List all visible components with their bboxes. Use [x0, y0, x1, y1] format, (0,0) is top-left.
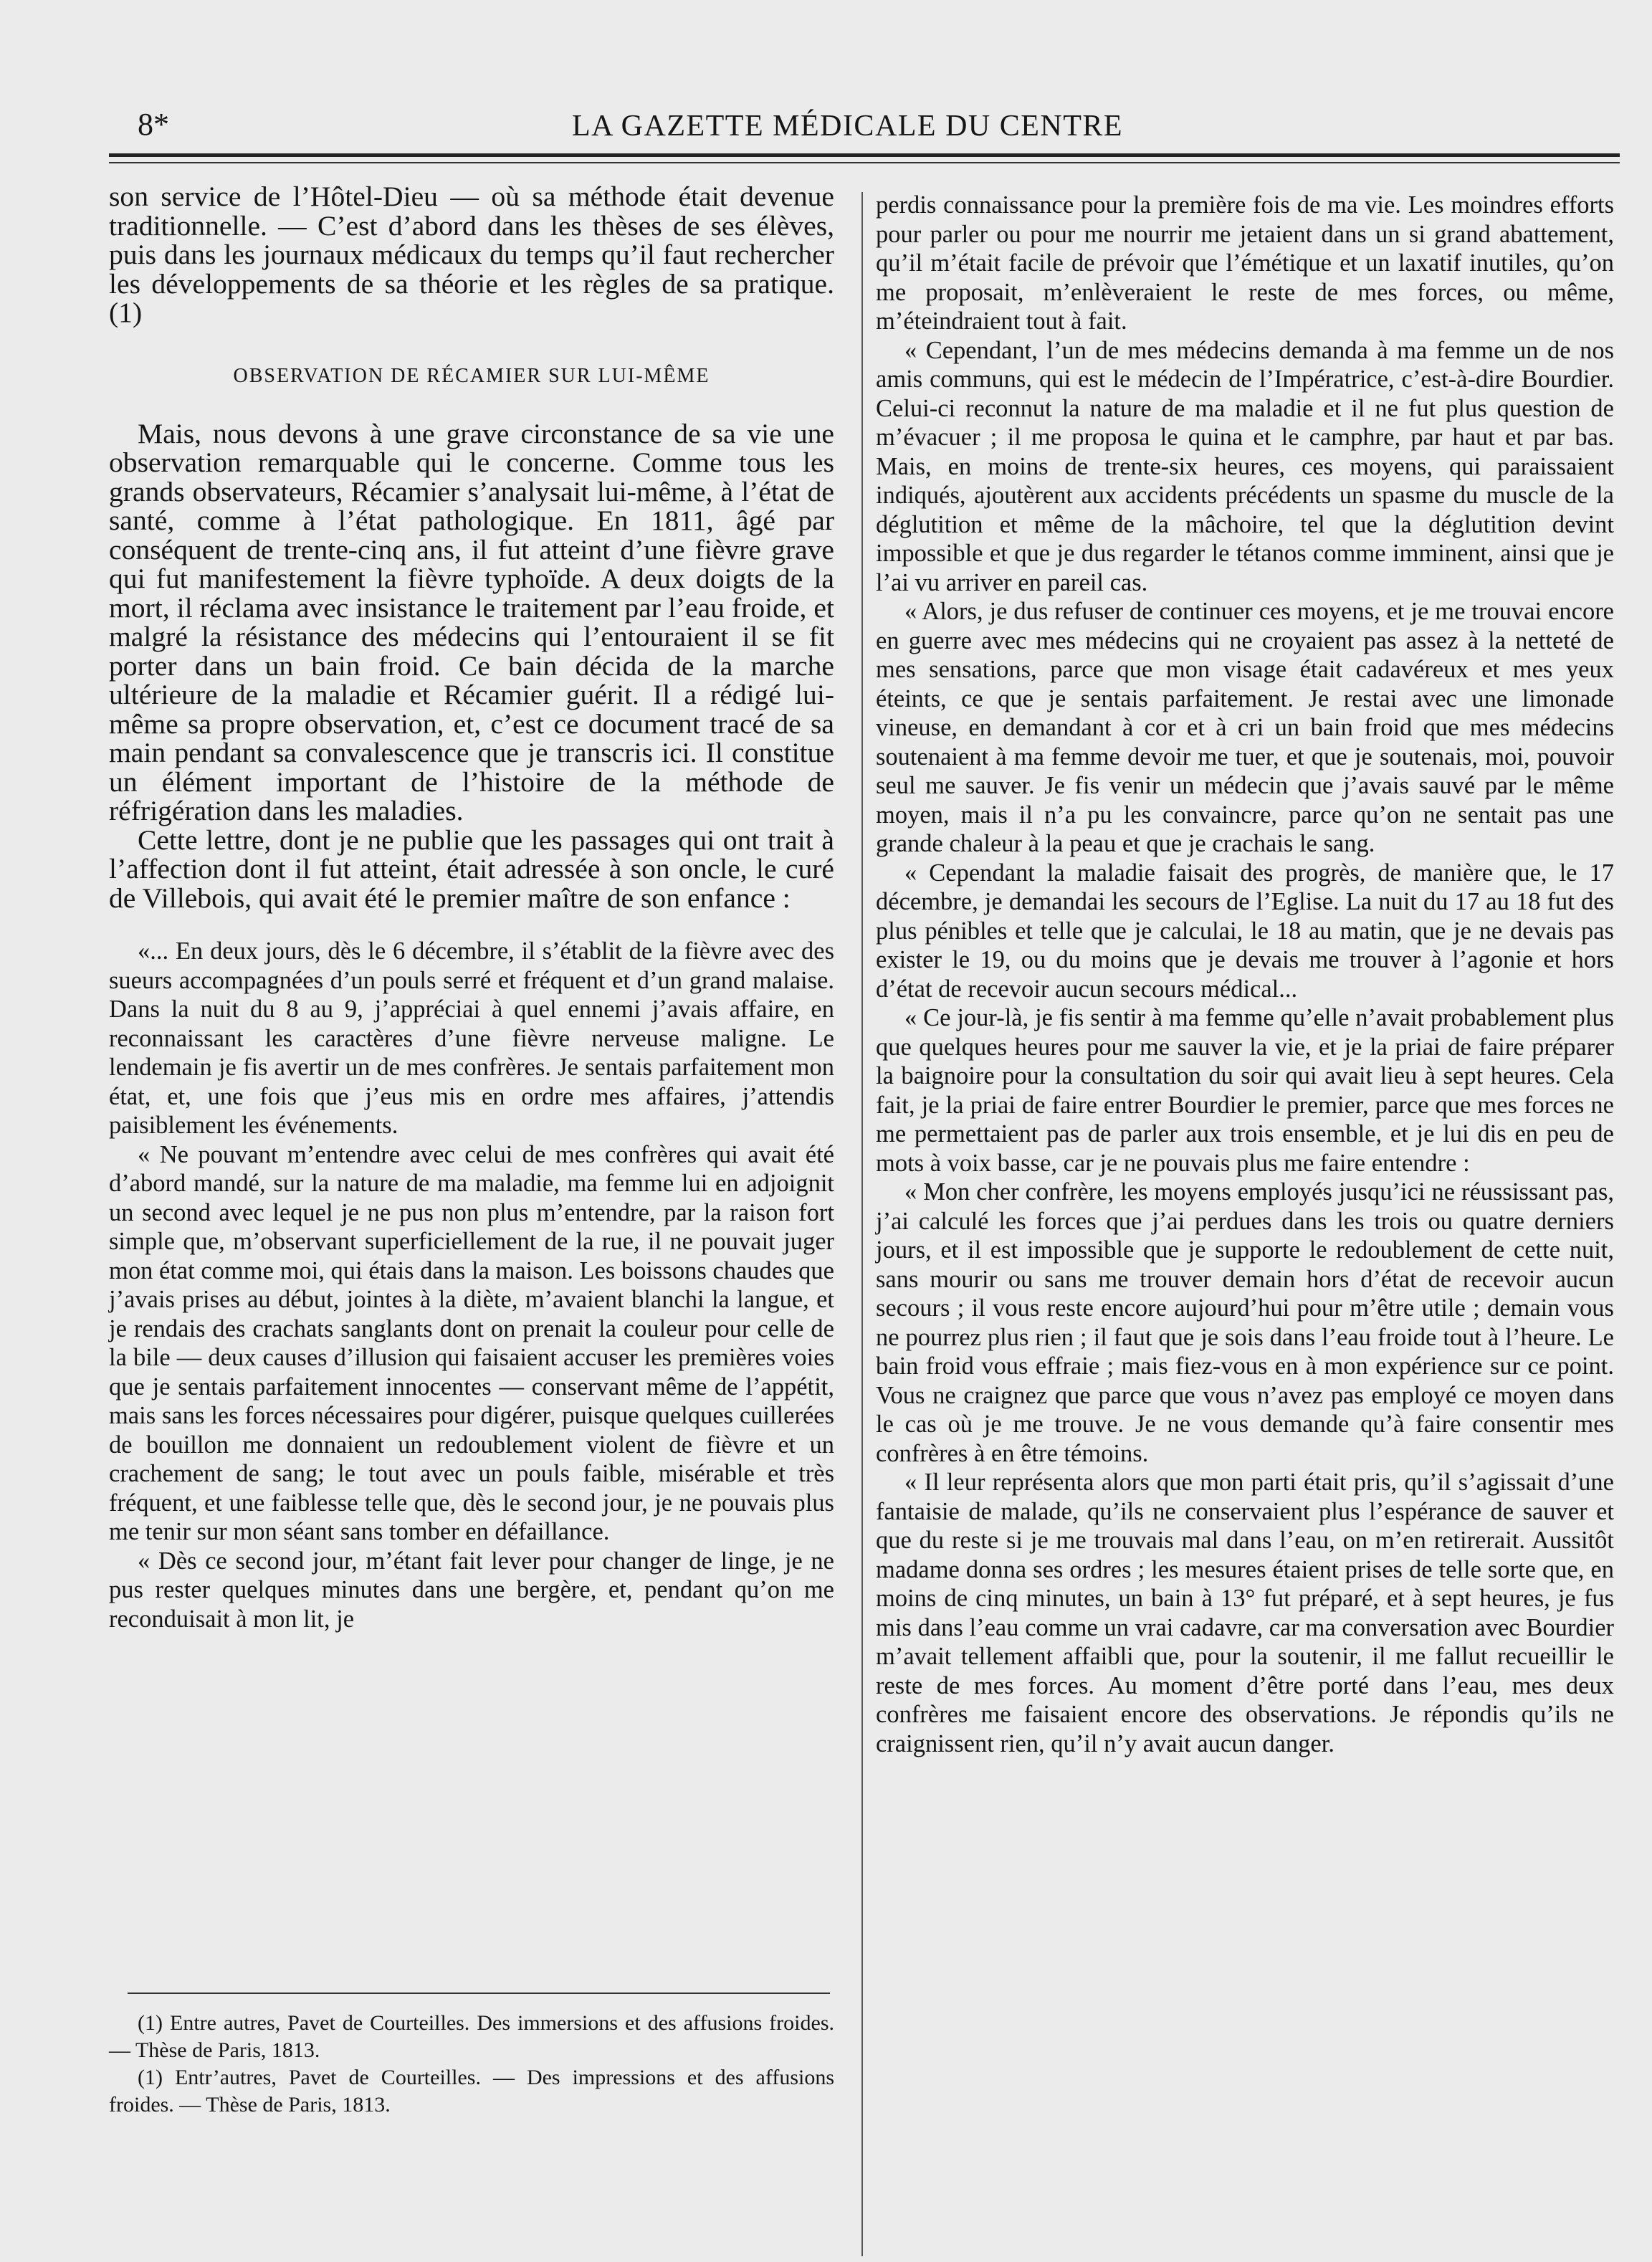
page-header [108, 106, 1620, 149]
page-number: 8* [138, 107, 169, 142]
running-title: LA GAZETTE MÉDICALE DU CENTRE [572, 110, 1124, 143]
paragraph-2: Cette lettre, dont je ne publie que les passages qui ont trait à l’affection dont il fut atteint, était adressée à son oncle, le curé de Villebois, qui avait été le premier maître de son enfance : [109, 824, 834, 914]
quote-paragraph-2: « Ne pouvant m’entendre avec celui de mes confrères qui avait été d’abord mandé, sur la nature de ma maladie, ma femme lui en adjoignit un second avec lequel je ne pus non plus m’entendre, par la raison fort simple que, m’observant superficiellement de la rue, il ne pouvait juger mon état comme moi, qui étais dans la maison. Les boissons chaudes que j’avais prises au début, jointes à la diète, m’avaient blanchi la langue, et je rendais des crachats sanglants dont on prenait la couleur pour celle de la bile — deux causes d’illusion qui faisaient accuser les premières voies que je sentais parfaitement innocentes — conservant même de l’appétit, mais sans les forces nécessaires pour digérer, puisque quelques cuillerées de bouillon me donnaient un redoublement violent de fièvre et un crachement de sang; le tout avec un pouls faible, misérable et très fréquent, et une faiblesse telle que, dès le second jour, je ne pouvais plus me tenir sur mon séant sans tomber en défaillance. [109, 1140, 834, 1545]
header-rule-thin [109, 162, 1620, 163]
right-column [876, 191, 1614, 1758]
footnote-1: (1) Entre autres, Pavet de Courteilles. Des immersions et des affusions froides. — Thèse de Paris, 1813. [109, 2011, 834, 2062]
footnotes [109, 2010, 834, 2119]
intro-paragraph: son service de l’Hôtel-Dieu — où sa méthode était devenue traditionnelle. — C’est d’abord dans les thèses de ses élèves, puis dans les journaux médicaux du temps qu’il faut rechercher les développements de sa théorie et les règles de sa pratique. (1) [109, 181, 834, 328]
footnote-2: (1) Entr’autres, Pavet de Courteilles. — Des impressions et des affusions froides. — Thèse de Paris, 1813. [109, 2066, 834, 2117]
quote-paragraph-8: « Ce jour-là, je fis sentir à ma femme qu’elle n’avait probablement plus que quelques heures pour me sauver la vie, et je la priai de faire préparer la baignoire pour la consultation du soir qui avait lieu à sept heures. Cela fait, je la priai de faire entrer Bourdier le premier, parce que mes forces ne me permettaient pas de parler aux trois ensemble, et je lui dis en peu de mots à voix basse, car je ne pouvais plus me faire entendre : [876, 1004, 1614, 1177]
paragraph-1: Mais, nous devons à une grave circonstance de sa vie une observation remarquable qui le concerne. Comme tous les grands observateurs, Récamier s’analysait lui-même, à l’état de santé, comme à l’état pathologique. En 1811, âgé par conséquent de trente-cinq ans, il fut atteint d’une fièvre grave qui fut manifestement la fièvre typhoïde. A deux doigts de la mort, il réclama avec insistance le traitement par l’eau froide, et malgré la résistance des médecins qui l’entouraient il se fit porter dans un bain froid. Ce bain décida de la marche ultérieure de la maladie et Récamier guérit. Il a rédigé lui-même sa propre observation, et, c’est ce document tracé de sa main pendant sa convalescence que je transcris ici. Il constitue un élément important de l’histoire de la méthode de réfrigération dans les maladies. [109, 417, 834, 826]
quote-paragraph-9: « Mon cher confrère, les moyens employés jusqu’ici ne réussissant pas, j’ai calculé les forces que j’ai perdues dans les trois ou quatre derniers jours, et il est impossible que je supporte le redoublement de cette nuit, sans mourir ou sans me trouver demain hors d’état de recevoir aucun secours ; il vous reste encore aujourd’hui pour m’être utile ; demain vous ne pourrez plus rien ; il faut que je sois dans l’eau froide tout à l’heure. Le bain froid vous effraie ; mais fiez-vous en à mon expérience sur ce point. Vous ne craignez que parce que vous n’avez pas employé ce moyen dans le cas où je me trouve. Je ne vous demande qu’à faire consentir mes confrères à en être témoins. [876, 1178, 1614, 1467]
quote-paragraph-4: perdis connaissance pour la première fois de ma vie. Les moindres efforts pour parler ou pour me nourrir me jetaient dans un si grand abattement, qu’il m’était facile de prévoir que l’émétique et un laxatif inutiles, qu’on me proposait, m’enlèveraient le reste de mes forces, ou même, m’éteindraient tout à fait. [876, 191, 1614, 335]
quote-paragraph-5: « Cependant, l’un de mes médecins demanda à ma femme un de nos amis communs, qui est le médecin de l’Impératrice, c’est-à-dire Bourdier. Celui-ci reconnut la nature de ma maladie et il ne fut plus question de m’évacuer ; il me proposa le quina et le camphre, par haut et par bas. Mais, en moins de trente-six heures, ces moyens, qui paraissaient indiqués, ajoutèrent aux accidents précédents un spasme du muscle de la déglutition et même de la mâchoire, tel que la déglutition devint impossible et que je dus regarder le tétanos comme imminent, ainsi que je l’ai vu arriver en pareil cas. [876, 336, 1614, 596]
left-column [109, 182, 834, 1633]
quote-paragraph-1: «... En deux jours, dès le 6 décembre, il s’établit de la fièvre avec des sueurs accompagnées d’un pouls serré et fréquent et d’un grand malaise. Dans la nuit du 8 au 9, j’appréciai à quel ennemi j’avais affaire, en reconnaissant les caractères d’une fièvre nerveuse maligne. Le lendemain je fis avertir un de mes confrères. Je sentais parfaitement mon état, et, une fois que j’eus mis en ordre mes affaires, j’attendis paisiblement les événements. [109, 937, 834, 1139]
quote-paragraph-10: « Il leur représenta alors que mon parti était pris, qu’il s’agissait d’une fantaisie de malade, qu’ils ne conservaient plus l’espérance de sauver et que du reste si je me trouvais mal dans l’eau, on m’en retirerait. Aussitôt madame donna ses ordres ; les mesures étaient prises de telle sorte que, en moins de cinq minutes, un bain à 13° fut préparé, et à sept heures, je fus mis dans l’eau comme un vrai cadavre, car ma conversation avec Bourdier m’avait tellement affaibli que, pour la soutenir, il me fallut recueillir le reste de mes forces. Au moment d’être porté dans l’eau, mes deux confrères me faisaient encore des observations. Je répondis qu’ils ne craignissent rien, qu’il n’y avait aucun danger. [876, 1469, 1614, 1757]
header-rule-thick [109, 153, 1620, 157]
quote-paragraph-6: « Alors, je dus refuser de continuer ces moyens, et je me trouvai encore en guerre avec mes médecins qui ne croyaient pas assez à la netteté de mes sensations, parce que mon visage était cadavéreux et mes yeux éteints, ce que je sentais parfaitement. Je restai avec une limonade vineuse, en demandant à cor et à cri un bain froid que mes médecins soutenaient à ma femme devoir me tuer, et que je soutenais, moi, pouvoir seul me sauver. Je fis venir un médecin que j’avais sauvé par le même moyen, mais il n’a pu les convaincre, parce qu’on ne sentait pas une grande chaleur à la peau et que je crachais le sang. [876, 598, 1614, 857]
quote-paragraph-7: « Cependant la maladie faisait des progrès, de manière que, le 17 décembre, je demandai les secours de l’Eglise. La nuit du 17 au 18 fut des plus pénibles et telle que je calculai, le 18 au matin, que je ne devais pas exister le 19, ou du moins que je devais me trouver à l’agonie et hors d’état de recevoir aucun secours médical... [876, 859, 1614, 1003]
quote-paragraph-3: « Dès ce second jour, m’étant fait lever pour changer de linge, je ne pus rester quelques minutes dans une bergère, et, pendant qu’on me reconduisait à mon lit, je [109, 1547, 834, 1633]
footnote-rule [128, 1993, 830, 1994]
section-title: OBSERVATION DE RÉCAMIER SUR LUI-MÊME [233, 364, 710, 387]
column-divider [861, 192, 863, 2256]
